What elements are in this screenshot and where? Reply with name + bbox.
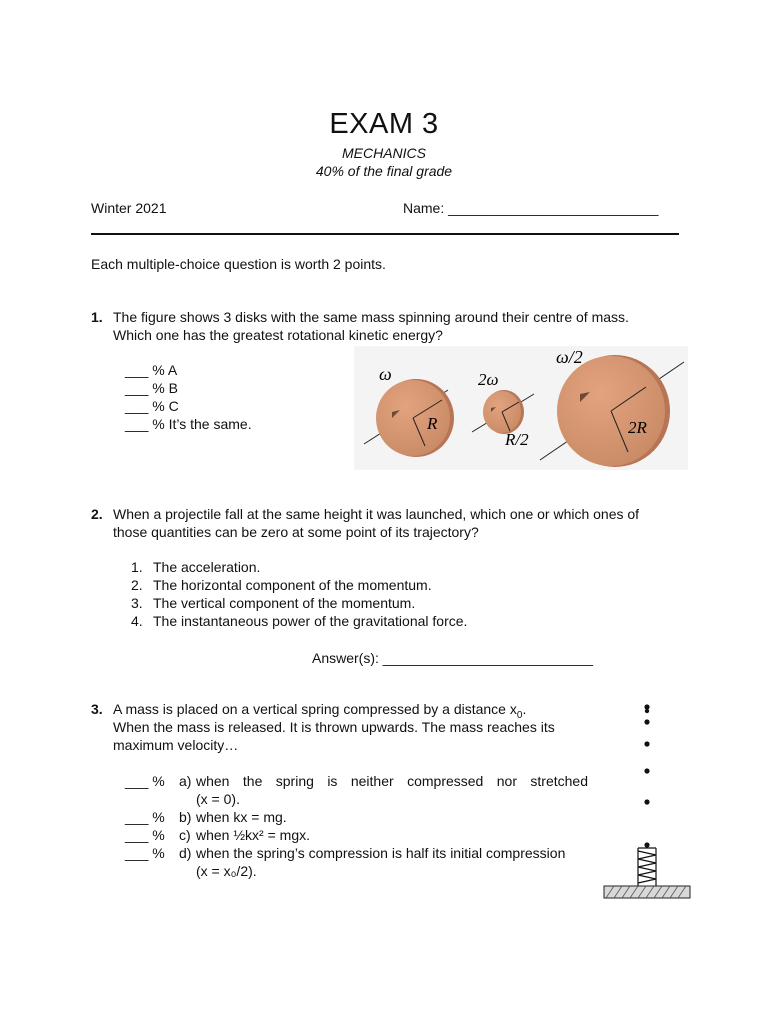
disk-c-radius: 2R bbox=[628, 418, 647, 437]
header-divider bbox=[91, 233, 679, 235]
q3-option-d-label: d) bbox=[179, 845, 192, 861]
q3-spring-figure bbox=[600, 698, 694, 904]
q3-option-c-text: when ½kx² = mgx. bbox=[196, 827, 310, 843]
q1-option-same[interactable]: ___ % It’s the same. bbox=[125, 416, 252, 432]
q2-item-num: 1. bbox=[131, 559, 143, 575]
exam-title: EXAM 3 bbox=[329, 108, 439, 140]
exam-subject: MECHANICS bbox=[341, 145, 426, 161]
q3-number: 3. bbox=[91, 701, 103, 717]
q3-option-b-blank[interactable]: ___ % bbox=[125, 809, 165, 825]
q3-option-a-label: a) bbox=[179, 773, 192, 789]
q2-item-text: The instantaneous power of the gravitational force. bbox=[153, 613, 468, 629]
q2-text-line2: those quantities can be zero at some point of its trajectory? bbox=[113, 524, 479, 540]
q3-text-line3: maximum velocity… bbox=[113, 737, 239, 753]
q1-option-a[interactable]: ___ % A bbox=[125, 362, 178, 378]
name-field[interactable]: Name: ___________________________ bbox=[403, 200, 659, 216]
q3-option-c-label: c) bbox=[179, 827, 191, 843]
q3-text-line2: When the mass is released. It is thrown upwards. The mass reaches its bbox=[113, 719, 555, 735]
q3-option-a-blank[interactable]: ___ % bbox=[125, 773, 165, 789]
q3-option-d-blank[interactable]: ___ % bbox=[125, 845, 165, 861]
exam-weight: 40% of the final grade bbox=[315, 163, 453, 179]
q3-option-d-cont: (x = x₀/2). bbox=[196, 863, 257, 879]
q3-option-d-text: when the spring’s compression is half its initial compression bbox=[196, 845, 566, 861]
q3-option-c-blank[interactable]: ___ % bbox=[125, 827, 165, 843]
disk-c-omega: ω/2 bbox=[556, 347, 583, 367]
q1-number: 1. bbox=[91, 309, 103, 325]
q1-text-line1: The figure shows 3 disks with the same mass spinning around their centre of mass. bbox=[113, 309, 629, 325]
disk-a-omega: ω bbox=[379, 364, 392, 384]
disk-b-radius: R/2 bbox=[505, 430, 529, 449]
exam-term: Winter 2021 bbox=[91, 200, 167, 216]
mass-positions bbox=[644, 704, 649, 847]
disk-b-omega: 2ω bbox=[478, 370, 499, 389]
q1-disks-figure bbox=[354, 346, 688, 470]
q3-option-b-text: when kx = mg. bbox=[196, 809, 287, 825]
q1-option-b[interactable]: ___ % B bbox=[125, 380, 178, 396]
disk-a-radius: R bbox=[427, 414, 438, 433]
q3-option-b-label: b) bbox=[179, 809, 192, 825]
q2-item-text: The acceleration. bbox=[153, 559, 261, 575]
q1-option-c[interactable]: ___ % C bbox=[125, 398, 179, 414]
ground-icon bbox=[604, 886, 690, 898]
spring-icon bbox=[638, 848, 656, 886]
q1-text-line2: Which one has the greatest rotational kinetic energy? bbox=[113, 327, 443, 343]
q3-option-a-cont: (x = 0). bbox=[196, 791, 240, 807]
q2-item-text: The vertical component of the momentum. bbox=[153, 595, 416, 611]
q3-text-line1: A mass is placed on a vertical spring compressed by a distance $x_0$. bbox=[113, 701, 527, 721]
q2-item-num: 2. bbox=[131, 577, 143, 593]
q2-item-num: 3. bbox=[131, 595, 143, 611]
intro-text: Each multiple-choice question is worth 2 points. bbox=[91, 256, 386, 272]
q2-answer-field[interactable]: Answer(s): ___________________________ bbox=[312, 650, 594, 666]
q2-item-text: The horizontal component of the momentum. bbox=[153, 577, 432, 593]
q2-item-num: 4. bbox=[131, 613, 143, 629]
q2-number: 2. bbox=[91, 506, 103, 522]
q2-text-line1: When a projectile fall at the same height it was launched, which one or which ones of bbox=[113, 506, 640, 522]
q3-option-a-text: when the spring is neither compressed nor stretched bbox=[196, 773, 588, 789]
